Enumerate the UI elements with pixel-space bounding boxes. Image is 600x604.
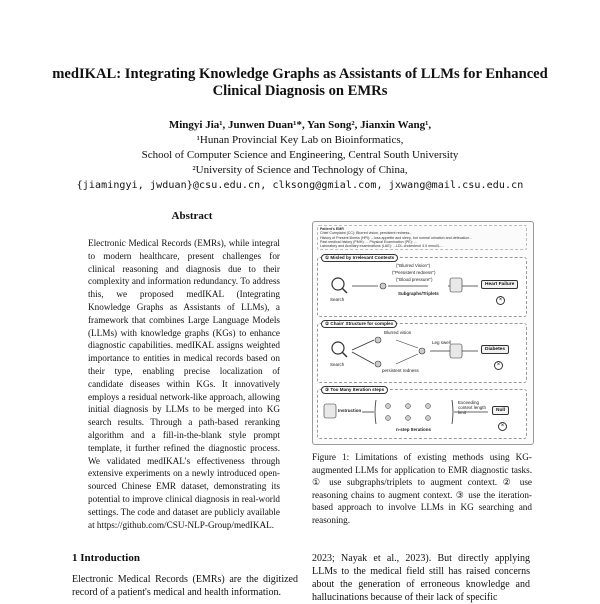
figure-1 [312, 221, 534, 445]
subgraph-item: ("Blurred Vision") [396, 263, 431, 268]
panel-tag: ② Chain' Structure for complex [321, 320, 397, 328]
legend-line: Past medical history (PMH): ... Physical Examination (PE): ... [320, 239, 417, 244]
legend-line: History of Present Illness (HPI): ...loss appetite and sleep, but normal urination and defecation... [320, 235, 473, 240]
fail-icon: × [498, 422, 507, 431]
abstract-text: Electronic Medical Records (EMRs), while integral to modern healthcare, present challenges for clinical reasoning and diagnosis due to their complexity and information redundancy. To address this, we proposed medIKAL (Integrating Knowledge Graphs as Assistants of LLMs), a framework that combines Large Language Models (LLMs) with knowledge graphs (KGs) to enhance diagnostic capabilities. medIKAL assigns weighted importance to entities in medical records based on their type, enabling precise localization of candidate diseases within KGs. It innovatively employs a residual network-like approach, allowing initial diagnosis by LLMs to be merged into KG search results. Through a path-based reranking algorithm and a fill-in-the-blank style prompt template, it further refined the diagnostic process. We validated medIKAL's effectiveness through extensive experiments on a newly introduced open-sourced Chinese EMR dataset, demonstrating its potential to improve clinical diagnosis in real-world settings. The code and dataset are publicly available at https://github.com/CSU-NLP-Group/medIKAL. [88, 238, 280, 530]
section-heading-introduction: 1 Introduction [72, 552, 140, 564]
chain-node: Leg swell [432, 340, 451, 345]
search-label: Search [330, 362, 345, 367]
panel-2-arrows [318, 324, 528, 384]
panel-3-arrows [318, 390, 528, 440]
affiliation-1: ¹Hunan Provincial Key Lab on Bioinformatics, [196, 134, 404, 146]
author-block [40, 118, 560, 193]
affiliation-1b: School of Computer Science and Engineering, Central South University [141, 149, 459, 161]
legend-title: Patient's EMR [320, 227, 344, 231]
intro-text: Electronic Medical Records (EMRs) are the digitized record of a patient's medical and health information. [72, 574, 298, 598]
subgraph-item: ("Persistent redness") [392, 270, 436, 275]
panel-irrelevant-contexts [317, 257, 527, 317]
output-diabetes: Diabetes [481, 345, 509, 354]
panel-tag: ① Misled by Irrelevant Contexts [321, 254, 398, 262]
fail-icon: × [494, 361, 503, 370]
instruction-label: Instruction [338, 408, 362, 413]
abstract-heading: Abstract [171, 210, 213, 222]
legend-line: Chief Complaint (CC): Blurred vision, persistent redness... [320, 231, 413, 236]
paper-title: medIKAL: Integrating Knowledge Graphs as Assistants of LLMs for Enhanced Clinical Diagnosis on EMRs [52, 66, 548, 99]
author-names: Mingyi Jia¹, Junwen Duan¹*, Yan Song², Jianxin Wang¹, [168, 119, 432, 131]
fail-icon: × [496, 296, 505, 305]
emr-legend [317, 225, 527, 250]
chain-node: Blurred vision [384, 330, 412, 335]
output-heart-failure: Heart Failure [481, 280, 518, 289]
author-emails: {jiamingyi, jwduan}@csu.edu.cn, clksong@gmial.com, jxwang@mail.csu.edu.cn [76, 180, 524, 191]
right-column-text: 2023; Nayak et al., 2023). But directly applying LLMs to the medical field still has raised concerns about the generation of erroneous knowledge and hallucinations because of their lack of specific [312, 553, 530, 603]
chain-node: persistent redness [382, 368, 419, 373]
retrieval-label: Exceeding context length limit [458, 400, 487, 415]
figure-caption: Figure 1: Limitations of existing methods using KG-augmented LLMs for application to EMR diagnostic tasks. ① use subgraphs/triplets to augment context. ② use reasoning chains to augment context. ③ use the iteration-based approach to involve LLMs in KG searching and reasoning. [312, 452, 532, 525]
affiliation-2: ²University of Science and Technology of China, [192, 164, 408, 176]
output-null: Null [492, 406, 509, 415]
subgraph-item: ("Blood pressure") [396, 277, 433, 282]
steps-label: n-step Iterations [396, 427, 432, 432]
search-label: Search [330, 297, 345, 302]
subgraph-label: Subgraphs/Triplets [398, 291, 439, 296]
legend-line: Laboratory and Auxiliary examinations (LAE): ...LDL-cholesterol 4.9 mmol/L... [320, 244, 443, 249]
panel-tag: ③ Too Many Iteration steps [321, 386, 388, 394]
panel-chain-structure [317, 323, 527, 383]
panel-too-many-iterations [317, 389, 527, 439]
